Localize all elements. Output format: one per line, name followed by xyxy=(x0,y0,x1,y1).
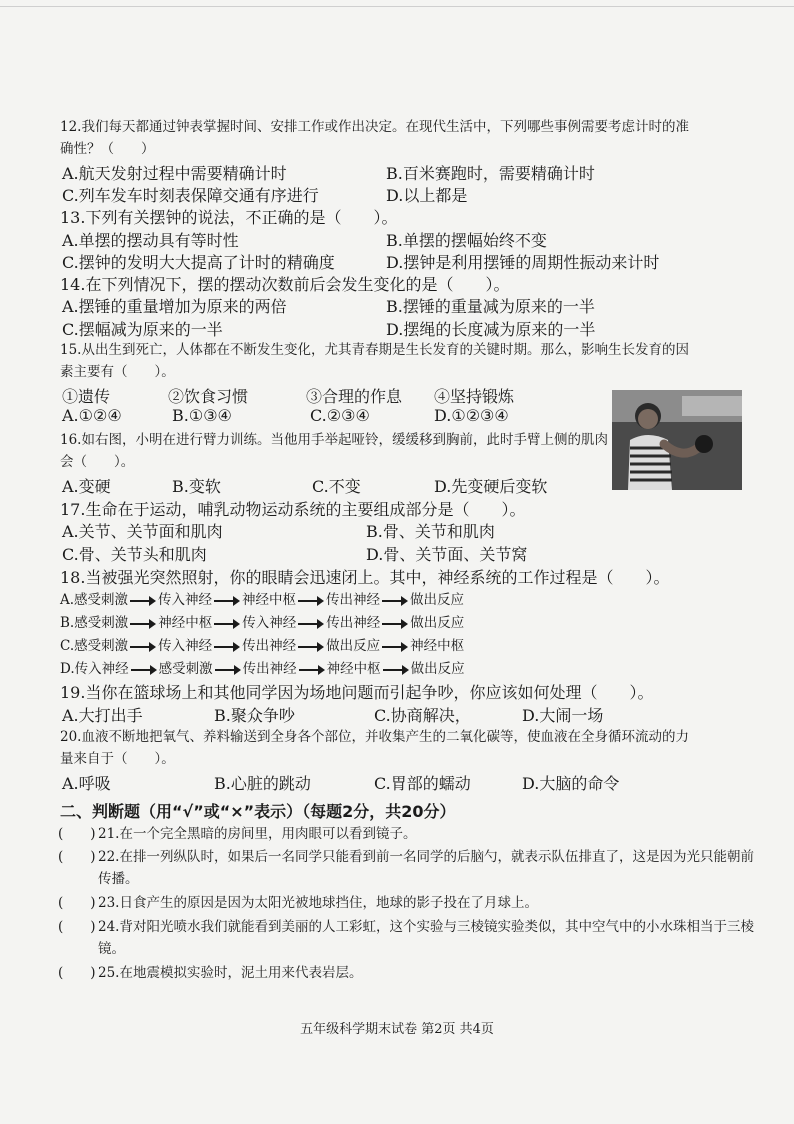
q18-c-step-1: C.感受刺激 xyxy=(60,638,129,654)
q16-option-d: D.先变硬后变软 xyxy=(434,477,548,496)
q17-option-d: D.骨、关节面、关节窝 xyxy=(366,545,528,564)
answer-blank[interactable]: ( ) xyxy=(58,895,96,911)
q15-factor-4: ④坚持锻炼 xyxy=(434,387,515,406)
q20-option-b: B.心脏的跳动 xyxy=(214,774,311,793)
q13-option-b: B.单摆的摆幅始终不变 xyxy=(386,231,547,250)
question-18-stem: 18.当被强光突然照射，你的眼睛会迅速闭上。其中，神经系统的工作过程是（ ）。 xyxy=(60,568,670,587)
q19-option-c: C.协商解决， xyxy=(374,706,471,725)
page-footer: 五年级科学期末试卷 第2页 共4页 xyxy=(300,1022,494,1037)
judge-22-text: 22.在排一列纵队时，如果后一名同学只能看到前一名同学的后脑勺，就表示队伍排直了，这是因为光只能朝前传播。 xyxy=(98,849,754,887)
q19-option-b: B.聚众争吵 xyxy=(214,706,295,725)
arrow-right-icon xyxy=(214,642,240,652)
q15-factor-2: ②饮食习惯 xyxy=(168,387,249,406)
q16-option-c: C.不变 xyxy=(312,477,361,496)
q13-option-a: A.单摆的摆动具有等时性 xyxy=(62,231,239,250)
judge-24-text: 24.背对阳光喷水我们就能看到美丽的人工彩虹，这个实验与三棱镜实验类似，其中空气中的小水珠相当于三棱镜。 xyxy=(98,919,754,957)
dumbbell-training-photo xyxy=(612,390,742,490)
scan-edge-line xyxy=(0,6,794,7)
q15-option-b: B.①③④ xyxy=(172,406,232,425)
q18-option-c xyxy=(60,634,464,654)
arrow-right-icon xyxy=(130,596,156,606)
arrow-right-icon xyxy=(130,619,156,629)
arrow-right-icon xyxy=(214,619,240,629)
q18-d-step-4: 神经中枢 xyxy=(326,661,381,677)
question-16-stem: 16.如右图，小明在进行臂力训练。当他用手举起哑铃，缓缓移到胸前，此时手臂上侧的肌肉会（ ）。 xyxy=(60,432,608,470)
question-12-stem: 12.我们每天都通过钟表掌握时间、安排工作或作出决定。在现代生活中，下列哪些事例需要考虑计时的准确性？（ ） xyxy=(60,119,689,157)
judge-item-22 xyxy=(58,846,754,890)
q18-a-step-4: 传出神经 xyxy=(326,592,381,608)
q18-c-step-3: 传出神经 xyxy=(242,638,297,654)
q15-option-a: A.①②④ xyxy=(62,406,122,425)
question-14-stem: 14.在下列情况下，摆的摆动次数前后会发生变化的是（ ）。 xyxy=(60,275,510,294)
q20-option-c: C.胃部的蠕动 xyxy=(374,774,471,793)
q12-option-c: C.列车发车时刻表保障交通有序进行 xyxy=(62,186,319,205)
q18-b-step-3: 传入神经 xyxy=(242,615,297,631)
arrow-right-icon xyxy=(382,596,408,606)
judge-item-23 xyxy=(58,892,754,914)
q18-d-step-2: 感受刺激 xyxy=(158,661,213,677)
q15-option-c: C.②③④ xyxy=(310,406,370,425)
q18-d-step-5: 做出反应 xyxy=(410,661,465,677)
q17-option-a: A.关节、关节面和肌肉 xyxy=(62,522,223,541)
q15-factor-3: ③合理的作息 xyxy=(306,387,403,406)
q18-b-step-2: 神经中枢 xyxy=(158,615,213,631)
q12-option-d: D.以上都是 xyxy=(386,186,468,205)
q18-option-a xyxy=(60,588,464,608)
q17-option-b: B.骨、关节和肌肉 xyxy=(366,522,495,541)
q12-option-b: B.百米赛跑时，需要精确计时 xyxy=(386,164,595,183)
arrow-right-icon xyxy=(298,596,324,606)
q18-c-step-4: 做出反应 xyxy=(326,638,381,654)
q15-option-d: D.①②③④ xyxy=(434,406,509,425)
q18-b-step-4: 传出神经 xyxy=(326,615,381,631)
question-19-stem: 19.当你在篮球场上和其他同学因为场地问题而引起争吵，你应该如何处理（ ）。 xyxy=(60,683,654,702)
q14-option-a: A.摆锤的重量增加为原来的两倍 xyxy=(62,297,287,316)
q14-option-c: C.摆幅减为原来的一半 xyxy=(62,320,223,339)
q20-option-d: D.大脑的命令 xyxy=(522,774,620,793)
question-20-stem: 20.血液不断地把氧气、养料输送到全身各个部位，并收集产生的二氧化碳等，使血液在全身循环流动的力量来自于（ ）。 xyxy=(60,729,689,767)
q16-option-b: B.变软 xyxy=(172,477,221,496)
answer-blank[interactable]: ( ) xyxy=(58,826,96,842)
judge-25-text: 25.在地震模拟实验时，泥土用来代表岩层。 xyxy=(98,965,363,981)
q18-b-step-5: 做出反应 xyxy=(410,615,465,631)
arrow-right-icon xyxy=(382,619,408,629)
arrow-right-icon xyxy=(298,619,324,629)
question-15-stem: 15.从出生到死亡，人体都在不断发生变化，尤其青春期是生长发育的关键时期。那么，影响生长发育的因素主要有（ ）。 xyxy=(60,342,689,380)
arrow-right-icon xyxy=(131,665,157,675)
answer-blank[interactable]: ( ) xyxy=(58,849,96,865)
answer-blank[interactable]: ( ) xyxy=(58,965,96,981)
arrow-right-icon xyxy=(215,665,241,675)
question-17-stem: 17.生命在于运动，哺乳动物运动系统的主要组成部分是（ ）。 xyxy=(60,500,526,519)
q18-d-step-1: D.传入神经 xyxy=(60,661,129,677)
q19-option-d: D.大闹一场 xyxy=(522,706,604,725)
q19-option-a: A.大打出手 xyxy=(62,706,143,725)
judge-item-21 xyxy=(58,823,754,845)
q13-option-d: D.摆钟是利用摆锤的周期性振动来计时 xyxy=(386,253,660,272)
q18-a-step-3: 神经中枢 xyxy=(242,592,297,608)
q18-d-step-3: 传出神经 xyxy=(242,661,297,677)
q20-option-a: A.呼吸 xyxy=(62,774,111,793)
q18-option-d xyxy=(60,657,465,677)
arrow-right-icon xyxy=(214,596,240,606)
q15-factor-1: ①遗传 xyxy=(62,387,111,406)
person-lifting-dumbbell-illustration xyxy=(612,390,742,490)
q18-a-step-1: A.感受刺激 xyxy=(60,592,129,608)
arrow-right-icon xyxy=(299,665,325,675)
judge-21-text: 21.在一个完全黑暗的房间里，用肉眼可以看到镜子。 xyxy=(98,826,417,842)
q18-b-step-1: B.感受刺激 xyxy=(60,615,129,631)
q18-option-b xyxy=(60,611,464,631)
judge-item-24 xyxy=(58,916,754,960)
arrow-right-icon xyxy=(383,665,409,675)
arrow-right-icon xyxy=(130,642,156,652)
section-2-title: 二、判断题（用“√”或“×”表示）（每题2分，共20分） xyxy=(60,802,456,821)
q14-option-b: B.摆锤的重量减为原来的一半 xyxy=(386,297,595,316)
q18-a-step-5: 做出反应 xyxy=(410,592,465,608)
q14-option-d: D.摆绳的长度减为原来的一半 xyxy=(386,320,596,339)
answer-blank[interactable]: ( ) xyxy=(58,919,96,935)
q12-option-a: A.航天发射过程中需要精确计时 xyxy=(62,164,287,183)
q18-c-step-2: 传入神经 xyxy=(158,638,213,654)
judge-23-text: 23.日食产生的原因是因为太阳光被地球挡住，地球的影子投在了月球上。 xyxy=(98,895,538,911)
q13-option-c: C.摆钟的发明大大提高了计时的精确度 xyxy=(62,253,335,272)
q16-option-a: A.变硬 xyxy=(62,477,111,496)
arrow-right-icon xyxy=(382,642,408,652)
arrow-right-icon xyxy=(298,642,324,652)
q17-option-c: C.骨、关节头和肌肉 xyxy=(62,545,207,564)
q18-a-step-2: 传入神经 xyxy=(158,592,213,608)
question-13-stem: 13.下列有关摆钟的说法，不正确的是（ ）。 xyxy=(60,208,398,227)
q18-c-step-5: 神经中枢 xyxy=(410,638,465,654)
judge-item-25 xyxy=(58,962,754,984)
